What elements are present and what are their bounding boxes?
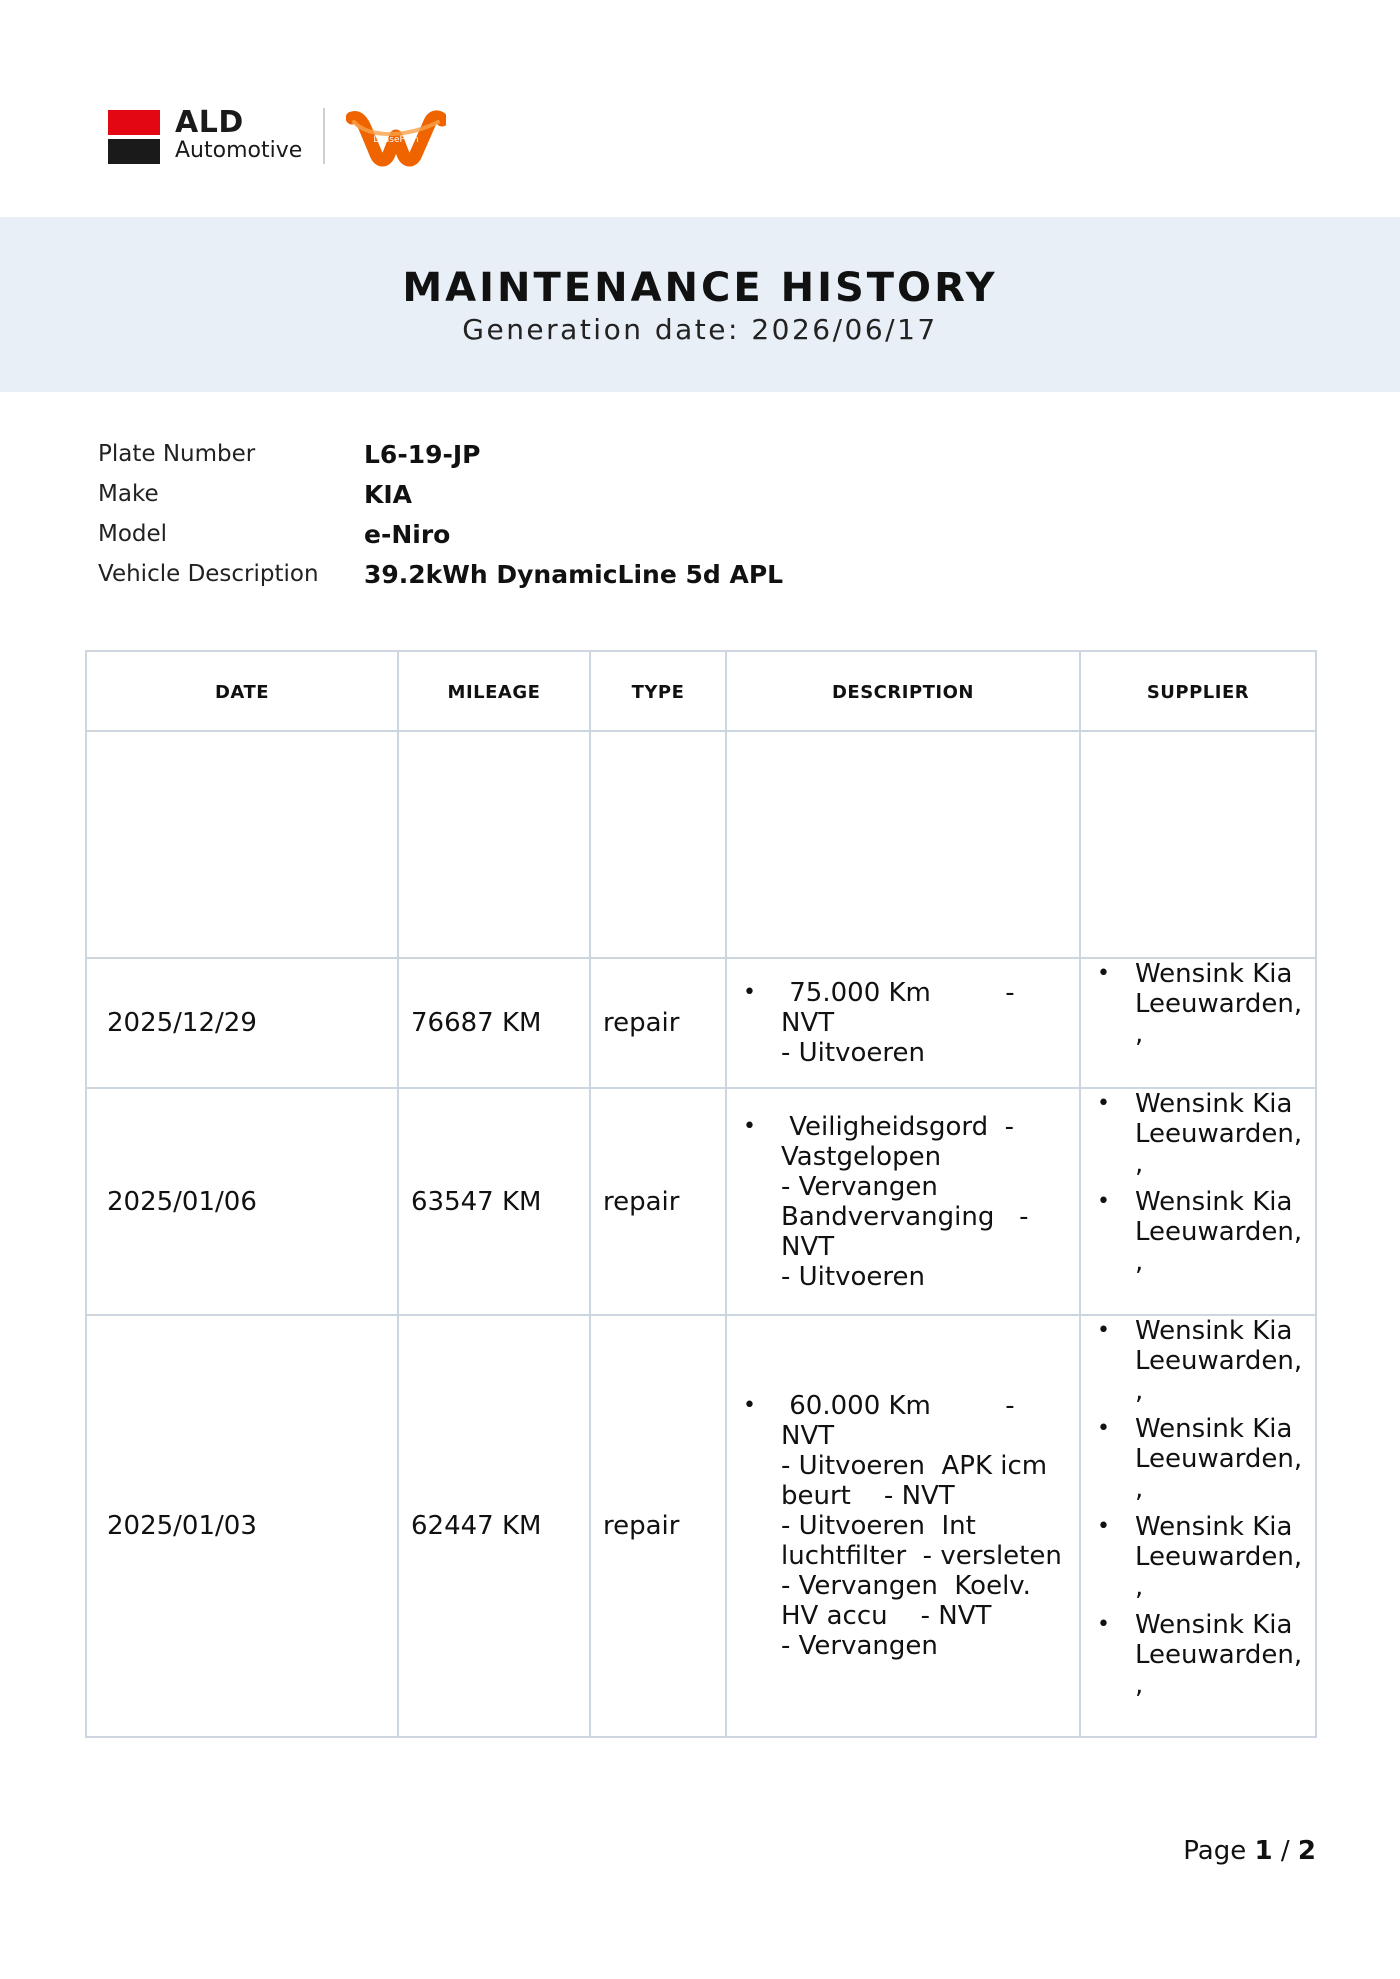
vehicle-info-row: [98, 514, 783, 554]
page-separator: /: [1280, 1836, 1290, 1866]
page-indicator: [1183, 1836, 1316, 1866]
column-header-description: DESCRIPTION: [831, 681, 974, 703]
supplier-item: • Wensink Kia Leeuwarden, ,: [1095, 959, 1309, 1049]
supplier-cell: [1081, 1316, 1315, 1736]
column-header-date: DATE: [214, 681, 270, 703]
supplier-item: • Wensink Kia Leeuwarden, ,: [1095, 1610, 1309, 1700]
logo-divider: [323, 108, 325, 164]
leaseplan-logo: [346, 108, 446, 168]
logo-area: [108, 105, 468, 168]
vehicle-info-row: [98, 434, 783, 474]
page-total: 2: [1297, 1836, 1316, 1866]
column-header-mileage: MILEAGE: [447, 681, 541, 703]
date-cell: 2025/01/03: [107, 1511, 257, 1541]
description-item: • 60.000 Km - NVT - Uitvoeren APK icm beurt - NVT - Uitvoeren Int luchtfilter - versleten - Vervangen Koelv. HV accu - NVT - Vervangen: [741, 1391, 1071, 1661]
supplier-item: • Wensink Kia Leeuwarden, ,: [1095, 1187, 1309, 1277]
page-label: Page: [1183, 1836, 1247, 1866]
vehicle-info-row: [98, 554, 783, 594]
type-cell: repair: [603, 1008, 680, 1038]
vehicle-info: [98, 434, 783, 594]
type-cell: repair: [603, 1511, 680, 1541]
ald-logo-subtitle: Automotive: [175, 138, 303, 163]
make-label: Make: [98, 481, 159, 507]
vehicle-description-label: Vehicle Description: [98, 561, 319, 587]
type-cell: repair: [603, 1186, 680, 1217]
leaseplan-logo-text: LeasePlan: [373, 135, 419, 145]
description-cell: [727, 959, 1079, 1087]
date-cell: 2025/01/06: [107, 1186, 257, 1217]
vehicle-info-row: [98, 474, 783, 514]
description-cell: [727, 1316, 1079, 1736]
model-value: e-Niro: [364, 519, 451, 549]
column-header-type: TYPE: [631, 681, 685, 703]
page-current: 1: [1254, 1836, 1273, 1866]
mileage-cell: 62447 KM: [411, 1511, 542, 1541]
ald-logo-text: [175, 105, 303, 163]
supplier-item: • Wensink Kia Leeuwarden, ,: [1095, 1089, 1309, 1179]
maintenance-table: [85, 650, 1317, 1738]
supplier-item: • Wensink Kia Leeuwarden, ,: [1095, 1512, 1309, 1602]
description-item: • Veiligheidsgord - Vastgelopen - Vervangen Bandvervanging - NVT - Uitvoeren: [741, 1112, 1029, 1292]
column-header-supplier: SUPPLIER: [1146, 681, 1250, 703]
mileage-cell: 63547 KM: [411, 1186, 542, 1217]
supplier-item: • Wensink Kia Leeuwarden, ,: [1095, 1316, 1309, 1406]
mileage-cell: 76687 KM: [411, 1008, 542, 1038]
plate-number-label: Plate Number: [98, 441, 256, 467]
generation-date: Generation date: 2026/06/17: [462, 313, 938, 346]
description-item: • 75.000 Km - NVT - Uitvoeren: [741, 978, 1071, 1068]
make-value: KIA: [364, 479, 413, 509]
model-label: Model: [98, 521, 168, 547]
date-cell: 2025/12/29: [107, 1008, 257, 1038]
ald-logo-name: ALD: [175, 105, 244, 140]
title-band: [0, 217, 1400, 392]
plate-number-value: L6-19-JP: [364, 439, 481, 469]
supplier-cell: [1081, 957, 1315, 1077]
vehicle-description-value: 39.2kWh DynamicLine 5d APL: [364, 559, 784, 589]
ald-logo-mark: [108, 110, 160, 164]
supplier-cell: [1081, 1089, 1315, 1314]
page-title: MAINTENANCE HISTORY: [402, 265, 998, 311]
description-cell: [727, 1089, 1079, 1314]
supplier-item: • Wensink Kia Leeuwarden, ,: [1095, 1414, 1309, 1504]
